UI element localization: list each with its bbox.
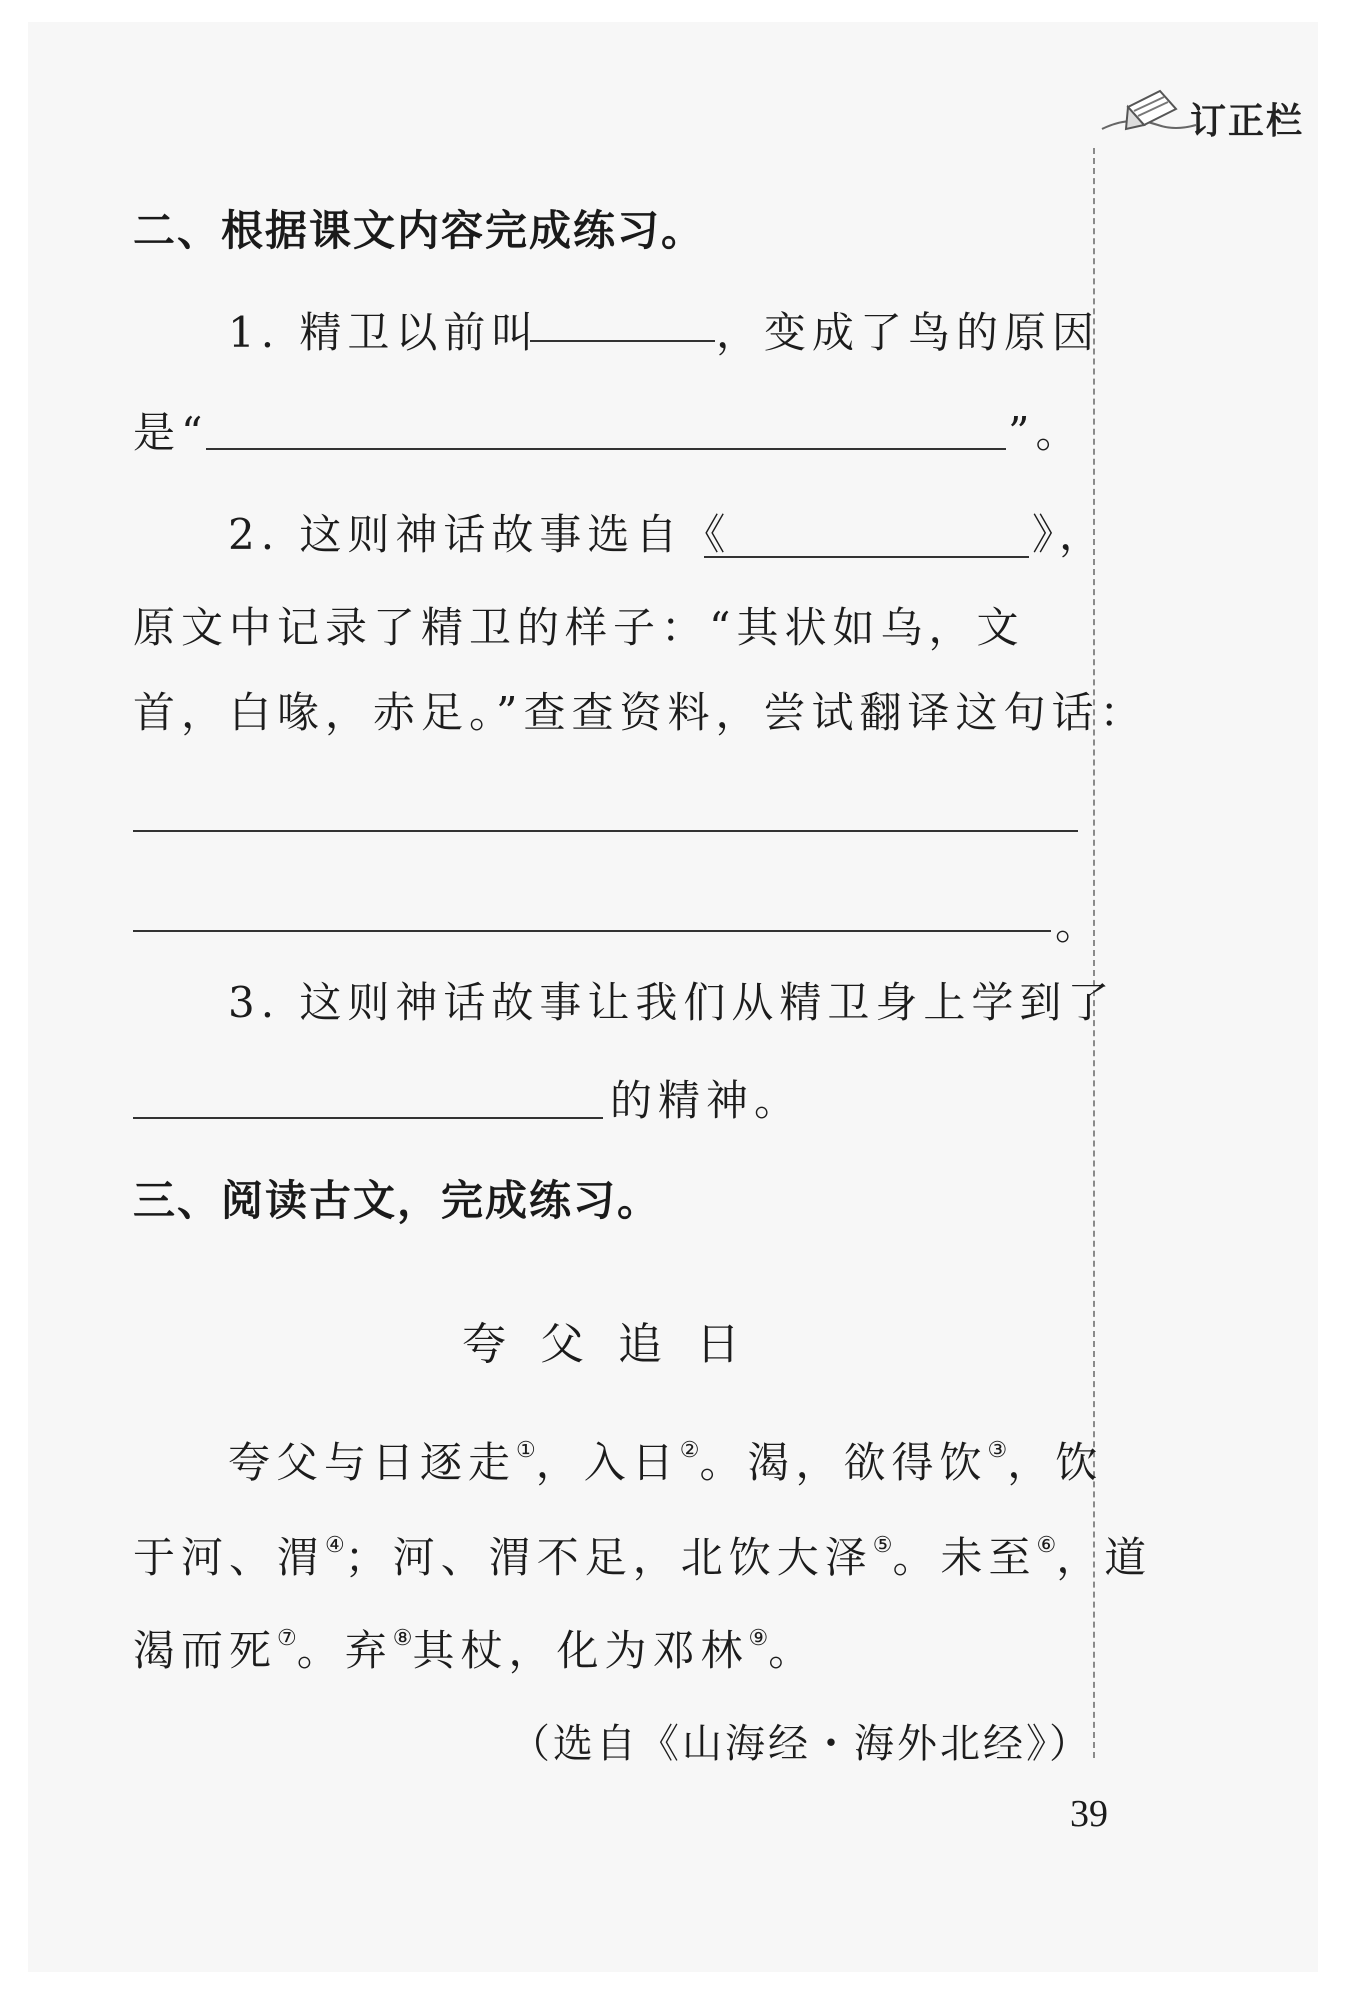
q3-line1: 3. 这则神话故事让我们从精卫身上学到了	[228, 978, 1116, 1027]
q2-translation-line-1[interactable]	[133, 830, 1078, 832]
q2-blank-book[interactable]	[704, 556, 1029, 558]
q1-line1-a: 1. 精卫以前叫	[228, 308, 540, 357]
passage-line-3: 渴而死⑦。弃⑧其杖，化为邓林⑨。	[133, 1626, 817, 1675]
q3-blank-spirit[interactable]	[133, 1117, 603, 1119]
q2-line2: 原文中记录了精卫的样子：“其状如乌，文	[133, 603, 1025, 652]
q2-line1-b: 》，	[1032, 510, 1108, 559]
q2-translation-line-2[interactable]	[133, 930, 1051, 932]
q1-line1-b: ，变成了鸟的原因	[716, 308, 1101, 357]
q1-line2-a: 是“	[133, 408, 209, 457]
section-3-heading: 三、阅读古文，完成练习。	[133, 1176, 662, 1225]
pencil-icon	[1100, 85, 1200, 145]
correction-column-header	[1100, 85, 1330, 145]
q1-blank-name[interactable]	[530, 340, 715, 342]
passage-source: （选自《山海经・海外北经》）	[510, 1721, 1092, 1767]
q2-line3: 首，白喙，赤足。”查查资料，尝试翻译这句话：	[133, 688, 1148, 737]
correction-column-label: 订正栏	[1190, 101, 1305, 142]
q3-line2-b: 的精神。	[610, 1076, 803, 1125]
q2-line1-a: 2. 这则神话故事选自《	[228, 510, 732, 559]
page-number: 39	[1070, 1793, 1108, 1835]
passage-line-1: 夸父与日逐走①，入日②。渴，欲得饮③，饮	[228, 1438, 1104, 1487]
q1-line2-b: ”。	[1008, 408, 1084, 457]
passage-line-2: 于河、渭④；河、渭不足，北饮大泽⑤。未至⑥，道	[133, 1533, 1153, 1582]
section-2-heading: 二、根据课文内容完成练习。	[133, 206, 706, 255]
q1-blank-reason[interactable]	[206, 448, 1006, 450]
passage-title: 夸 父 追 日	[462, 1319, 750, 1370]
correction-divider	[1093, 148, 1095, 1758]
q2-line5-end: 。	[1055, 900, 1104, 949]
